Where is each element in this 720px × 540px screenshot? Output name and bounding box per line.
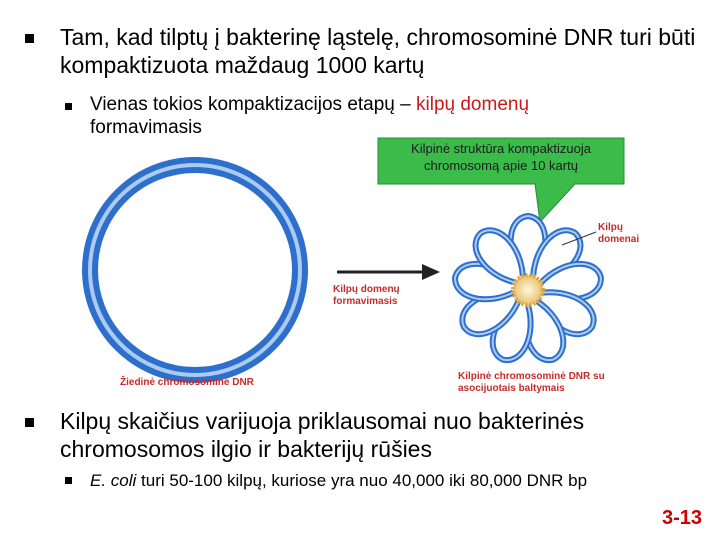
protein-core [513,275,543,305]
arrow-label: Kilpų domenų formavimasis [333,284,400,307]
sub-bullet-marker [65,477,72,484]
species-name: E. coli [90,471,137,490]
formation-arrow [337,264,440,280]
ring-label: Žiedinė chromosominė DNR [120,377,254,388]
sub-text-highlight: kilpų domenų [416,94,530,115]
bullet-1-text: Tam, kad tilptų į bakterinę ląstelę, chromosominė DNR turi būti kompaktizuota maždaug 1000 kartų [60,24,696,78]
sub-text-rest: turi 50-100 kilpų, kuriose yra nuo 40,000 iki 80,000 DNR bp [136,471,588,490]
bullet-2-sub-text [90,470,710,491]
callout-text: Kilpinė struktūra kompaktizuoja chromosomą apie 10 kartų [411,141,591,173]
sub-text-suffix: formavimasis [90,117,202,138]
domains-label: Kilpų domenai [598,222,640,245]
slide-number: 3-13 [661,507,702,529]
sub-text-prefix: Vienas tokios kompaktizacijos etapų – [90,94,416,115]
loops-label: Kilpinė chromosominė DNR su asocijuotais baltymais [458,371,605,394]
bullet-2-text: Kilpų skaičius varijuoja priklausomai nuo bakterinės chromosomos ilgio ir bakterijų rūšies [60,408,585,462]
bullet-marker [25,418,34,427]
circular-dna-ring [90,165,300,375]
